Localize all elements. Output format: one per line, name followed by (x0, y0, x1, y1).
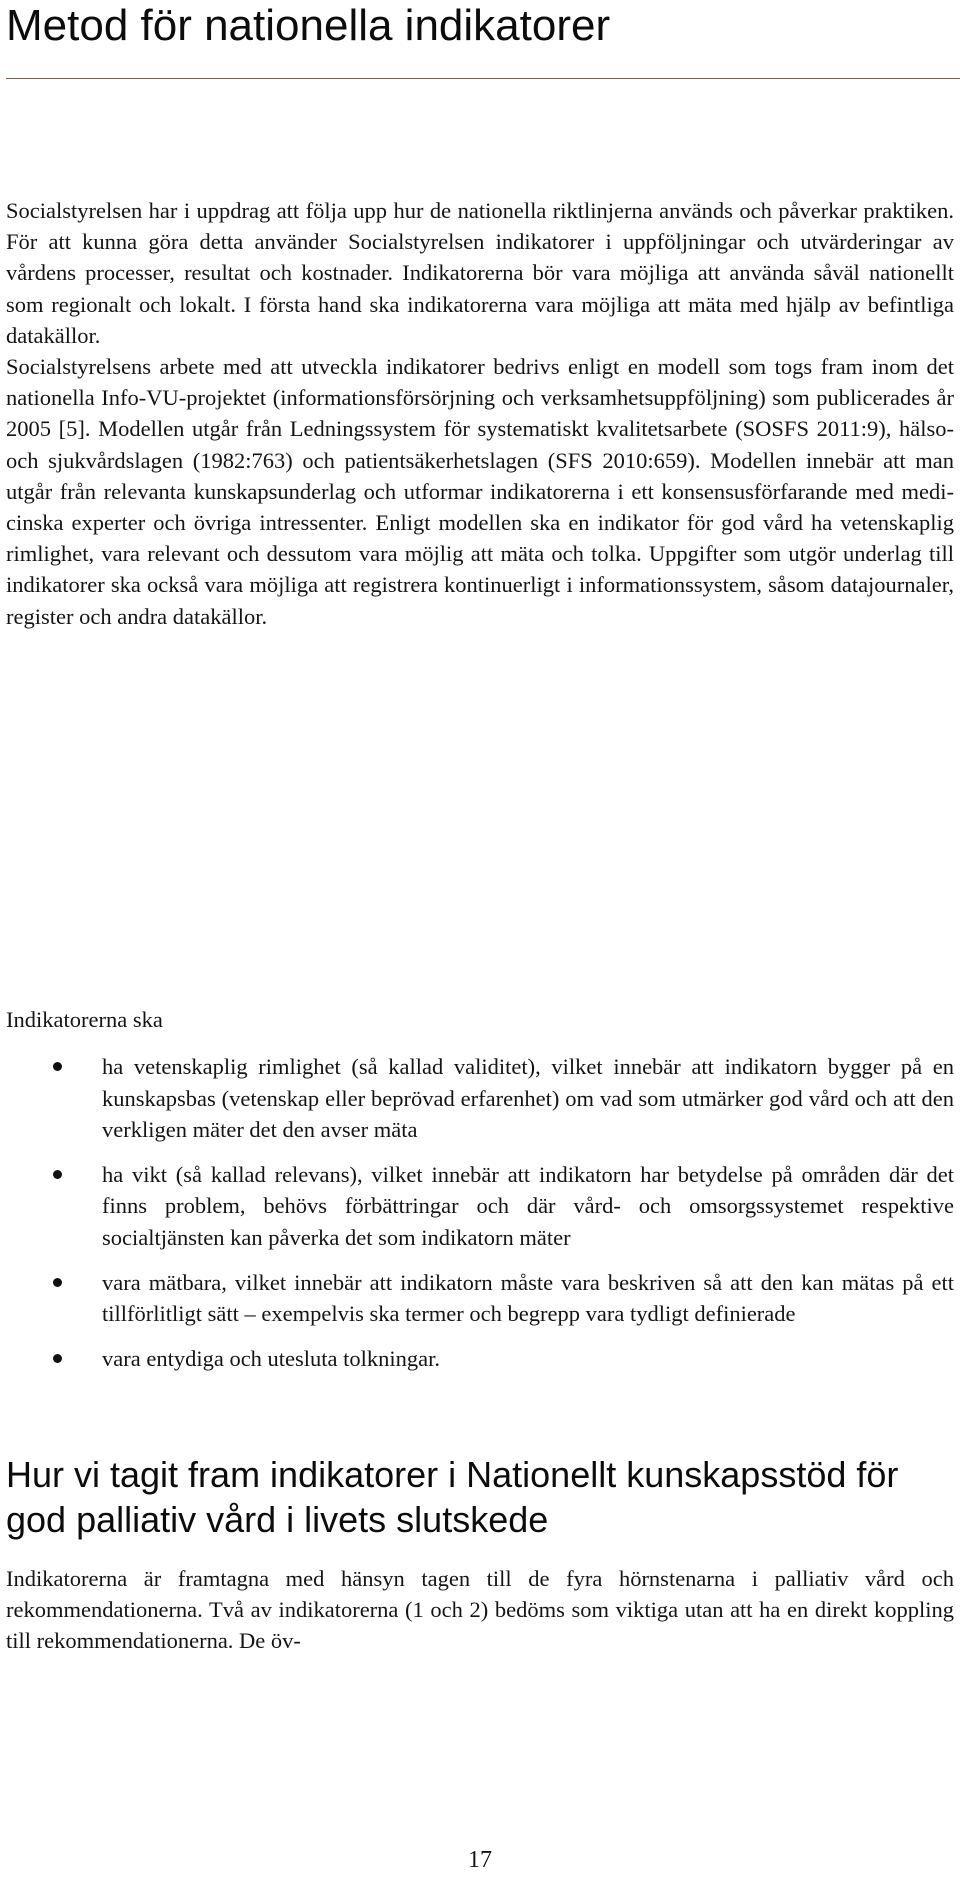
list-item-text: ha vikt (så kallad relevans), vilket innebär att indikatorn har betydelse på områden där det finns problem, behövs förbättringar och där vård- och omsorgssystemet respektive socialtjänsten kan påverka det som indikatorn mäter (102, 1161, 954, 1250)
section-heading: Hur vi tagit fram indikatorer i Nationellt kunskapsstöd för god palliativ vård i livets slutskede (6, 1454, 899, 1540)
list-item-text: ha vetenskaplig rimlighet (så kallad validitet), vilket innebär att indikatorn bygger på en kunskapsbas (vetenskap eller beprövad erfarenhet) om vad som utmärker god vård och att den verkligen mäter det den avser mäta (102, 1054, 954, 1143)
list-item-text: vara entydiga och utesluta tolkningar. (102, 1345, 441, 1371)
criteria-list (0, 1051, 960, 1387)
list-item (0, 1343, 960, 1375)
bullet-icon (53, 1062, 62, 1071)
list-item (0, 1159, 960, 1254)
criteria-lead: Indikatorerna ska (6, 1007, 163, 1032)
bullet-icon (53, 1354, 62, 1363)
list-item (0, 1267, 960, 1330)
section-2-paragraph: Indikatorerna är framtagna med hänsyn tagen till de fyra hörnstenarna i palliativ vård och rekommendationerna. Två av indikatorerna (1 och 2) bedöms som viktiga utan att ha en direkt koppling till rekommendationerna. De öv- (6, 1566, 954, 1654)
list-item (0, 1051, 960, 1146)
intro-paragraph-1: Socialstyrelsen har i uppdrag att följa upp hur de nationella riktlinjerna används och påverkar praktiken. För att kunna göra detta använder Socialstyrelsen indikatorer i uppföljningar och utvärderingar av vårdens processer, resultat och kostnader. Indikatorerna bör vara möjliga att använda såväl nationellt som regionalt och lokalt. I första hand ska indikatorerna vara möjliga att mäta med hjälp av befintliga datakällor. (6, 198, 954, 348)
bullet-icon (53, 1170, 62, 1179)
page-title: Metod för nationella indikatorer (6, 1, 611, 50)
intro-section (6, 195, 954, 632)
bullet-icon (53, 1278, 62, 1287)
page-number: 17 (468, 1847, 492, 1873)
title-divider (6, 78, 960, 79)
intro-paragraph-2: Socialstyrelsens arbete med att utveckla indikatorer bedrivs enligt en modell som togs fram inom det nationella Info-VU-projektet (informationsförsörjning och verksamhetsuppföljning) som publicerades år 2005 [5]. Modellen utgår från Ledningssystem för systematiskt kvalitetsarbete (SOSFS 2011:9), hälso- och sjukvårdslagen (1982:763) och patientsäkerhetslagen (SFS 2010:659). Modellen innebär att man utgår från relevanta kunskapsunderlag och utformar indikatorerna i ett konsensusförfarande med medicinska experter och övriga intressenter. Enligt modellen ska en indikator för god vård ha vetenskaplig rimlighet, vara relevant och dessutom vara möjlig att mäta och tolka. Uppgifter som utgör underlag till indikatorer ska också vara möjliga att registrera kontinuerligt i informationssystem, såsom datajournaler, register och andra datakällor. (6, 354, 954, 629)
list-item-text: vara mätbara, vilket innebär att indikatorn måste vara beskriven så att den kan mätas på ett tillförlitligt sätt – exempelvis ska termer och begrepp vara tydligt definierade (102, 1269, 954, 1327)
section-2-body (6, 1563, 954, 1657)
